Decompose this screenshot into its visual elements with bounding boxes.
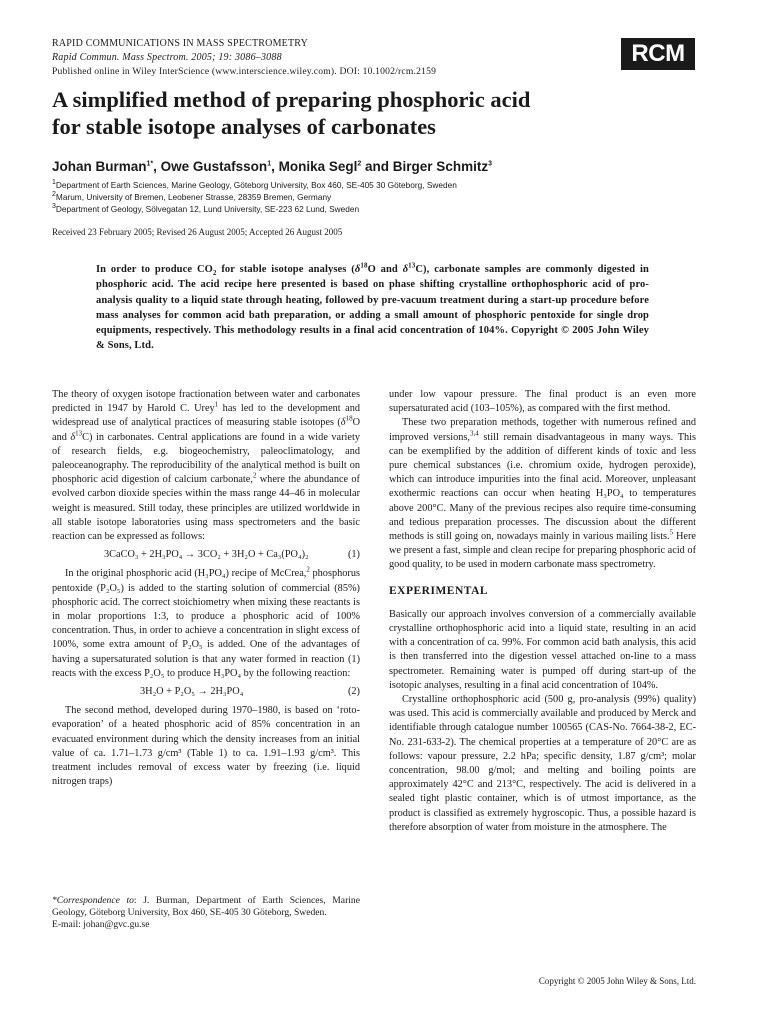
affiliation-text: Marum, University of Bremen, Leobener Strasse, 28359 Bremen, Germany [55, 191, 332, 202]
equation-2 [52, 681, 360, 704]
abstract-text: O and [367, 264, 403, 275]
footer-copyright: Copyright © 2005 John Wiley & Sons, Ltd. [538, 976, 696, 986]
author-separator: , [153, 159, 161, 174]
reference-marker: 1 [214, 400, 219, 409]
section-heading-experimental: EXPERIMENTAL [389, 584, 489, 597]
equation-body: 3CaCO₃ + 2H₃PO₄ → 3CO₂ + 3H₂O + Ca₃(PO₄)₂ [104, 549, 309, 561]
affiliation-number: 3 [52, 202, 56, 210]
affiliation-number: 1 [52, 179, 56, 187]
author-mark: 3 [488, 160, 492, 168]
correspondence-email[interactable]: E-mail: johan@gvc.gu.se [52, 919, 150, 930]
left-column [52, 388, 360, 789]
superscript: 18 [345, 414, 353, 423]
affiliation [52, 192, 692, 204]
abstract [96, 262, 649, 354]
abstract-text: In order to produce CO [96, 264, 213, 275]
equation-number: (1) [347, 549, 360, 561]
paragraph: Crystalline orthophosphoric acid (500 g, pro-analysis (99%) quality) was used. This acid is commercially available and produced by Merck and identifiable through catalogue number 100565 (CAS-No. 7664-38-2, EC-No. 231-633-2). The chemical properties at a temperature of 20°C are as follows: vapour pressure, 2.2 hPa; specific density, 1.87 g/cm³; molar concentration, 98.00 g/mol; and melting and boiling points are approximately 42°C and 213°C, respectively. The acid is delivered in a sealed tight plastic container, which is of utmost importance, as the product is classified as extremely hygroscopic. Thus, a possible hazard is therefore absorption of water from moisture in the atmosphere. The [389, 694, 696, 833]
equation-body: 3H₂O + P₂O₅ → 2H₃PO₄ [140, 686, 244, 698]
paragraph: The second method, developed during 1970–1980, is based on ‘roto-evaporation’ of a heated phosphoric acid of 85% concentration in an evacuated environment during which the density increases from an initial value of ca. 1.71–1.73 g/cm³ (Table 1) to ca. 1.91–1.93 g/cm³. This treatment includes removal of excess water by freezing (i.e. liquid nitrogen traps) [52, 705, 360, 788]
affiliation-text: Department of Geology, Sölvegatan 12, Lund University, SE-223 62 Lund, Sweden [55, 203, 360, 214]
superscript: 13 [75, 429, 83, 438]
reference-marker: 2 [306, 566, 310, 575]
subscript: 2 [212, 269, 217, 278]
rcm-logo: RCM [621, 38, 695, 70]
correspondence-footnote [52, 895, 360, 931]
equation-1 [52, 544, 360, 567]
author-name: Johan Burman [52, 159, 147, 174]
affiliations [52, 180, 692, 215]
reference-marker: 5 [669, 528, 674, 537]
article-title [52, 86, 672, 140]
equation-number: (2) [347, 686, 360, 698]
title-line-1: A simplified method of preparing phosphoric acid [52, 87, 531, 112]
right-column [389, 388, 696, 835]
paragraph: In the original phosphoric acid (H₃PO₄) recipe of McCrea,$^2$ phosphorus pentoxide (P₂O₅) is added to the starting solution of commercial (85%) phosphoric acid. The correct stoichiometry when mixing these reactants is in molar proportions 1:3, to produce a phosphoric acid of 100% concentration. Thus, in order to achieve a concentration in slight excess of 100%, some extra amount of P₂O₅ is added. One of the advantages of having a supersaturated solution is that any water formed in reaction (1) reacts with the excess P₂O₅ to produce H₃PO₄ by the following reaction: [52, 566, 360, 679]
author-mark: 1* [146, 160, 154, 168]
delta-symbol: δ [402, 264, 409, 275]
delta-symbol: δ [354, 264, 361, 275]
superscript: 18 [360, 261, 368, 270]
author-mark: 2 [357, 160, 362, 168]
footnote-text: : J. Burman, Department of Earth Sciences, Marine Geology, Göteborg University, Box 460, SE-405 30 Göteborg, Sweden. [52, 895, 360, 918]
reference-marker: 2 [252, 471, 257, 480]
abstract-text: C), carbonate samples are commonly digested in phosphoric acid. The acid recipe here presented is based on phase shifting crystalline orthophosphoric acid of pro-analysis quality to a liquid state through heating, followed by pre-vacuum treatment during a start-up procedure before mass analyses for common acid bath preparation, or adding a small amount of phosphoric pentoxide for single drop equipments, respectively. This methodology results in a final acid concentration of 104%. Copyright © 2005 John Wiley & Sons, Ltd. [96, 264, 649, 352]
title-line-2: for stable isotope analyses of carbonates [52, 114, 436, 139]
journal-name: RAPID COMMUNICATIONS IN MASS SPECTROMETRY [52, 38, 309, 49]
affiliation [52, 204, 692, 216]
delta-symbol: δ [70, 431, 76, 443]
journal-citation: Rapid Commun. Mass Spectrom. 2005; 19: 3086–3088 [52, 52, 282, 63]
affiliation [52, 180, 692, 192]
superscript: 13 [408, 261, 416, 270]
paragraph: The theory of oxygen isotope fractionation between water and carbonates predicted in 1947 by Harold C. Urey$^1$ has led to the development and widespread use of analytical practices of measuring stable isotopes ($\delta^{18}O$ and $\delta^{13}C$) in carbonates. Central applications are found in a wide variety of research fields, e.g. biogeochemistry, paleoclimatology, and paleoceanography. The reproducibility of the analytical method is built on phosphoric acid digestion of calcium carbonate,$^2$ where the abundance of evolved carbon dioxide species within the mass range 44–46 in molecular weight is measured. Still today, these principles are utilized worldwide in all stable isotope laboratories using mass spectrometers and the basic reaction can be expressed as follows: [52, 389, 360, 543]
author-separator: , [271, 159, 279, 174]
author-mark: 1 [267, 160, 272, 168]
author-separator: and [361, 159, 393, 174]
footnote-label: *Correspondence to [52, 895, 134, 906]
reference-marker: 3,4 [470, 429, 479, 438]
author-name: Owe Gustafsson [160, 159, 268, 174]
paragraph: These two preparation methods, together with numerous refined and improved versions,$^{3,4}$ still remain disadvantageous in many ways. This can be exemplified by the addition of different kinds of toxic and less pure chemical substances (i.e. chromium oxide, hydrogen peroxide), which can introduce impurities into the final acid. Moreover, unpleasant exothermic reactions can occur when heating H₃PO₄ to temperatures above 200°C. Many of the previous recipes also require time-consuming and tedious preparation processes. The discussion about the different methods is still going on, nowadays mainly in various mailing lists.$^5$ Here we present a fast, simple and clean recipe for preparing phosphoric acid of good quality, to be used in modern carbonate mass spectrometry. [389, 417, 697, 571]
received-dates: Received 23 February 2005; Revised 26 August 2005; Accepted 26 August 2005 [52, 227, 343, 237]
publication-info: Published online in Wiley InterScience (www.interscience.wiley.com). DOI: 10.1002/rcm.2159 [52, 66, 437, 77]
delta-symbol: δ [340, 417, 346, 429]
abstract-text: for stable isotope analyses ( [216, 264, 355, 275]
paragraph: under low vapour pressure. The final product is an even more supersaturated acid (103–105%), as compared with the first method. [389, 389, 696, 415]
paragraph: Basically our approach involves conversion of a commercially available crystalline orthophosphoric acid into a liquid state, resulting in an acid with a concentration of ca. 99%. For common acid bath analysis, this acid is then transferred into the digestion vessel attached on-line to a mass spectrometer. Remaining water is pumped off during start-up of the isotopic analyses, resulting in a final acid concentration of 104%. [389, 608, 696, 691]
author-name: Birger Schmitz [392, 159, 489, 174]
author-name: Monika Segl [278, 159, 358, 174]
affiliation-number: 2 [52, 191, 56, 199]
author-list [52, 158, 692, 176]
affiliation-text: Department of Earth Sciences, Marine Geology, Göteborg University, Box 460, SE-405 30 Göteborg, Sweden [55, 180, 457, 190]
